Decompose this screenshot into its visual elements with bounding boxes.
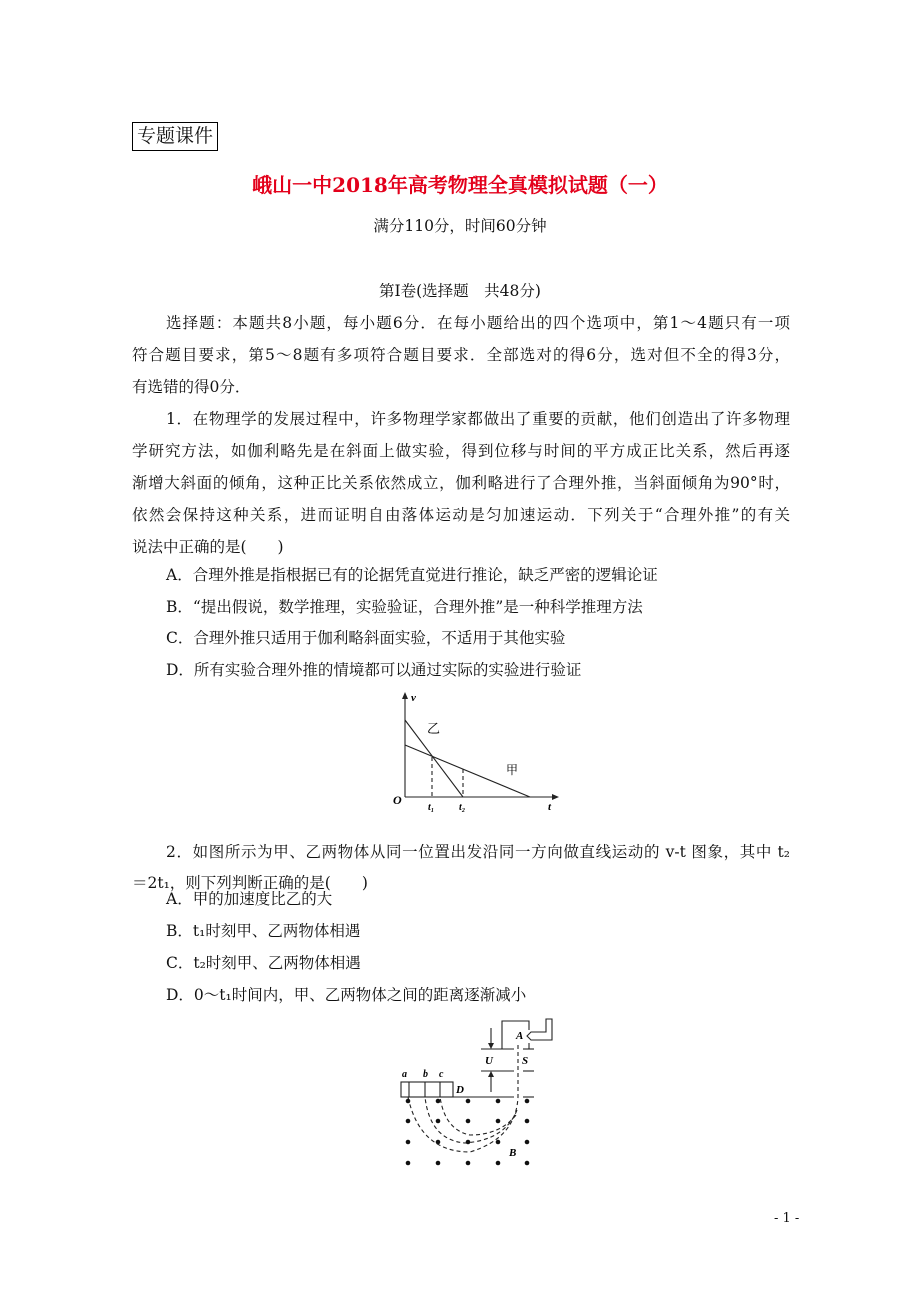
- q2-option-c: C．t₂时刻甲、乙两物体相遇: [166, 954, 361, 972]
- q1-option-a: A．合理外推是指根据已有的论据凭直觉进行推论，缺乏严密的逻辑论证: [166, 566, 658, 584]
- origin-label: O: [393, 793, 402, 807]
- q2-line: 2．如图所示为甲、乙两物体从同一位置出发沿同一方向做直线运动的 v-t 图象，其中 t₂: [166, 843, 790, 861]
- intro-line: 选择题：本题共8小题，每小题6分．在每小题给出的四个选项中，第1～4题只有一项: [166, 314, 790, 332]
- exam-subtitle: 满分110分，时间60分钟: [373, 217, 547, 235]
- q1-line: 1．在物理学的发展过程中，许多物理学家都做出了重要的贡献，他们创造出了许多物理: [166, 410, 790, 428]
- q2-option-a: A．甲的加速度比乙的大: [166, 890, 333, 908]
- q1-line: 学研究方法，如伽利略先是在斜面上做实验，得到位移与时间的平方成正比关系，然后再逐: [132, 442, 790, 460]
- yi-label: 乙: [427, 721, 441, 736]
- page-number: - 1 -: [774, 1211, 800, 1226]
- q1-line: 说法中正确的是( ): [132, 538, 284, 556]
- v-label: v: [411, 692, 416, 704]
- intro-line: 有选错的得0分．: [132, 378, 251, 396]
- label-u: U: [485, 1055, 493, 1067]
- label-b: b: [423, 1069, 428, 1080]
- label-b-field: B: [509, 1147, 517, 1159]
- label-a-chamber: A: [516, 1030, 524, 1042]
- vt-graph-figure: [380, 690, 565, 815]
- q2-option-b: B．t₁时刻甲、乙两物体相遇: [166, 922, 361, 940]
- mass-spectrometer-figure: [390, 1012, 570, 1172]
- label-s: S: [522, 1055, 529, 1067]
- exam-title: 峨山一中2018年高考物理全真模拟试题（一）: [252, 173, 668, 197]
- q1-option-b: B．“提出假说，数学推理，实验验证，合理外推”是一种科学推理方法: [166, 598, 643, 616]
- section-title: 第Ⅰ卷(选择题 共48分): [379, 282, 541, 300]
- topic-tag: 专题课件: [132, 122, 218, 151]
- t-label: t: [548, 801, 552, 813]
- label-d: D: [456, 1084, 464, 1096]
- label-c: c: [439, 1069, 444, 1080]
- q2-line: ＝2t₁，则下列判断正确的是( ): [132, 874, 368, 892]
- label-a: a: [402, 1069, 407, 1080]
- jia-label: 甲: [506, 763, 519, 777]
- q1-option-d: D．所有实验合理外推的情境都可以通过实际的实验进行验证: [166, 661, 582, 679]
- q1-option-c: C．合理外推只适用于伽利略斜面实验，不适用于其他实验: [166, 629, 566, 647]
- q1-line: 依然会保持这种关系，进而证明自由落体运动是匀加速运动．下列关于“合理外推”的有关: [132, 506, 790, 524]
- q2-option-d: D．0～t₁时间内，甲、乙两物体之间的距离逐渐减小: [166, 986, 527, 1004]
- t1-label: t₁: [428, 802, 435, 813]
- t2-label: t₂: [459, 802, 466, 813]
- q1-line: 渐增大斜面的倾角，这种正比关系依然成立，伽利略进行了合理外推，当斜面倾角为90°时，: [132, 474, 790, 492]
- intro-line: 符合题目要求，第5～8题有多项符合题目要求．全部选对的得6分，选对但不全的得3分，: [132, 346, 790, 364]
